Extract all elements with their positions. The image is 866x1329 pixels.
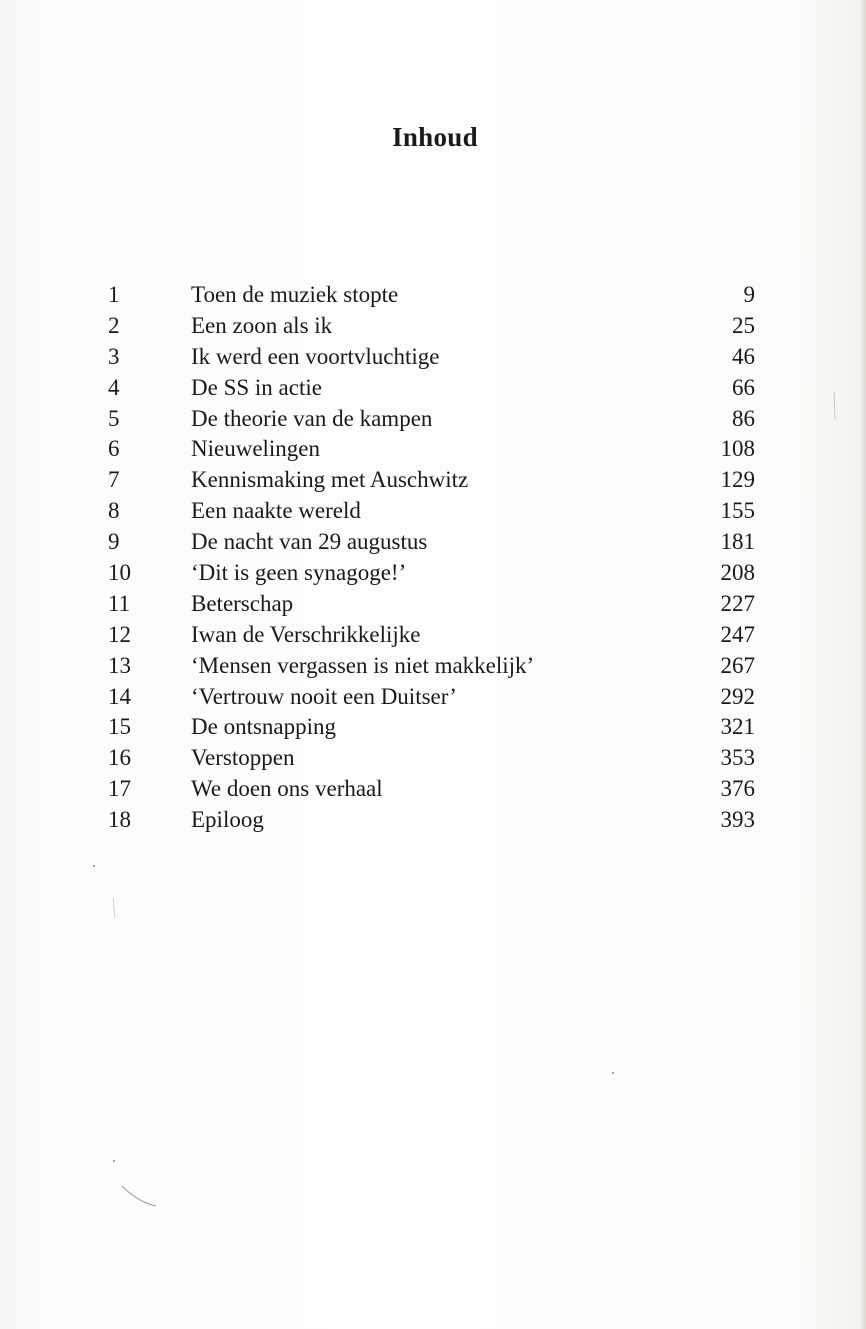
chapter-number: 3: [108, 343, 120, 369]
chapter-number: 11: [108, 590, 131, 616]
page-number: 321: [720, 714, 755, 740]
page-number: 393: [720, 807, 755, 833]
toc-entry: [0, 712, 866, 743]
chapter-title: We doen ons verhaal: [191, 776, 383, 802]
scan-speck: [612, 1072, 614, 1074]
chapter-number: 1: [108, 282, 120, 307]
toc-entry: [0, 651, 866, 682]
page-number: 46: [732, 343, 755, 369]
toc-entry: [0, 805, 866, 836]
chapter-number: 14: [108, 683, 131, 709]
page-number: 9: [743, 282, 755, 307]
chapter-title: De SS in actie: [191, 374, 322, 400]
chapter-title: Beterschap: [191, 590, 294, 616]
chapter-number: 5: [108, 405, 120, 431]
toc-entry: [0, 373, 866, 404]
page-number: 227: [720, 590, 755, 616]
page-title: Inhoud: [392, 122, 478, 152]
chapter-number: 2: [108, 312, 120, 338]
chapter-title: Iwan de Verschrikkelijke: [191, 621, 421, 647]
chapter-title: Ik werd een voortvluchtige: [191, 343, 440, 369]
toc-entry: [0, 682, 866, 713]
chapter-number: 12: [108, 621, 131, 647]
toc-entry: [0, 774, 866, 805]
page-number: 267: [720, 652, 755, 678]
toc-entry: [0, 558, 866, 589]
chapter-title: Een naakte wereld: [191, 498, 361, 524]
toc-entry: [0, 743, 866, 774]
toc-entry: [0, 280, 866, 311]
chapter-number: 7: [108, 467, 120, 493]
toc-entry: [0, 311, 866, 342]
table-of-contents: [0, 280, 866, 836]
chapter-number: 16: [108, 745, 131, 771]
chapter-number: 8: [108, 498, 120, 524]
chapter-title: Nieuwelingen: [191, 436, 321, 462]
toc-entry: [0, 620, 866, 651]
chapter-title: ‘Vertrouw nooit een Duitser’: [191, 683, 457, 709]
toc-entry: [0, 496, 866, 527]
toc-entry: [0, 465, 866, 496]
chapter-title: Toen de muziek stopte: [191, 282, 399, 307]
chapter-number: 6: [108, 436, 120, 462]
page-number: 129: [720, 467, 755, 493]
toc-entry: [0, 434, 866, 465]
page-number: 155: [720, 498, 755, 524]
page-number: 181: [720, 529, 755, 555]
chapter-number: 10: [108, 560, 131, 586]
chapter-title: Een zoon als ik: [191, 312, 333, 338]
chapter-title: ‘Dit is geen synagoge!’: [191, 560, 407, 586]
chapter-number: 18: [108, 807, 131, 833]
page-number: 353: [720, 745, 755, 771]
toc-entry: [0, 342, 866, 373]
chapter-title: Kennismaking met Auschwitz: [191, 467, 469, 493]
page-number: 208: [720, 560, 755, 586]
chapter-title: Epiloog: [191, 807, 264, 833]
chapter-title: ‘Mensen vergassen is niet makkelijk’: [191, 652, 535, 678]
toc-entry: [0, 589, 866, 620]
page-number: 376: [720, 776, 755, 802]
chapter-title: De ontsnapping: [191, 714, 337, 740]
chapter-number: 13: [108, 652, 131, 678]
scan-speck: [93, 865, 95, 867]
scan-speck: [113, 1160, 115, 1162]
chapter-title: De theorie van de kampen: [191, 405, 433, 431]
page-number: 247: [720, 621, 755, 647]
chapter-title: De nacht van 29 augustus: [191, 529, 428, 555]
toc-entry: [0, 527, 866, 558]
page-number: 108: [720, 436, 755, 462]
page-number: 86: [732, 405, 755, 431]
page-number: 25: [732, 312, 755, 338]
toc-entry: [0, 404, 866, 435]
chapter-number: 15: [108, 714, 131, 740]
chapter-number: 4: [108, 374, 120, 400]
page-number: 66: [732, 374, 755, 400]
page-number: 292: [720, 683, 755, 709]
chapter-number: 9: [108, 529, 120, 555]
chapter-title: Verstoppen: [191, 745, 295, 771]
chapter-number: 17: [108, 776, 131, 802]
